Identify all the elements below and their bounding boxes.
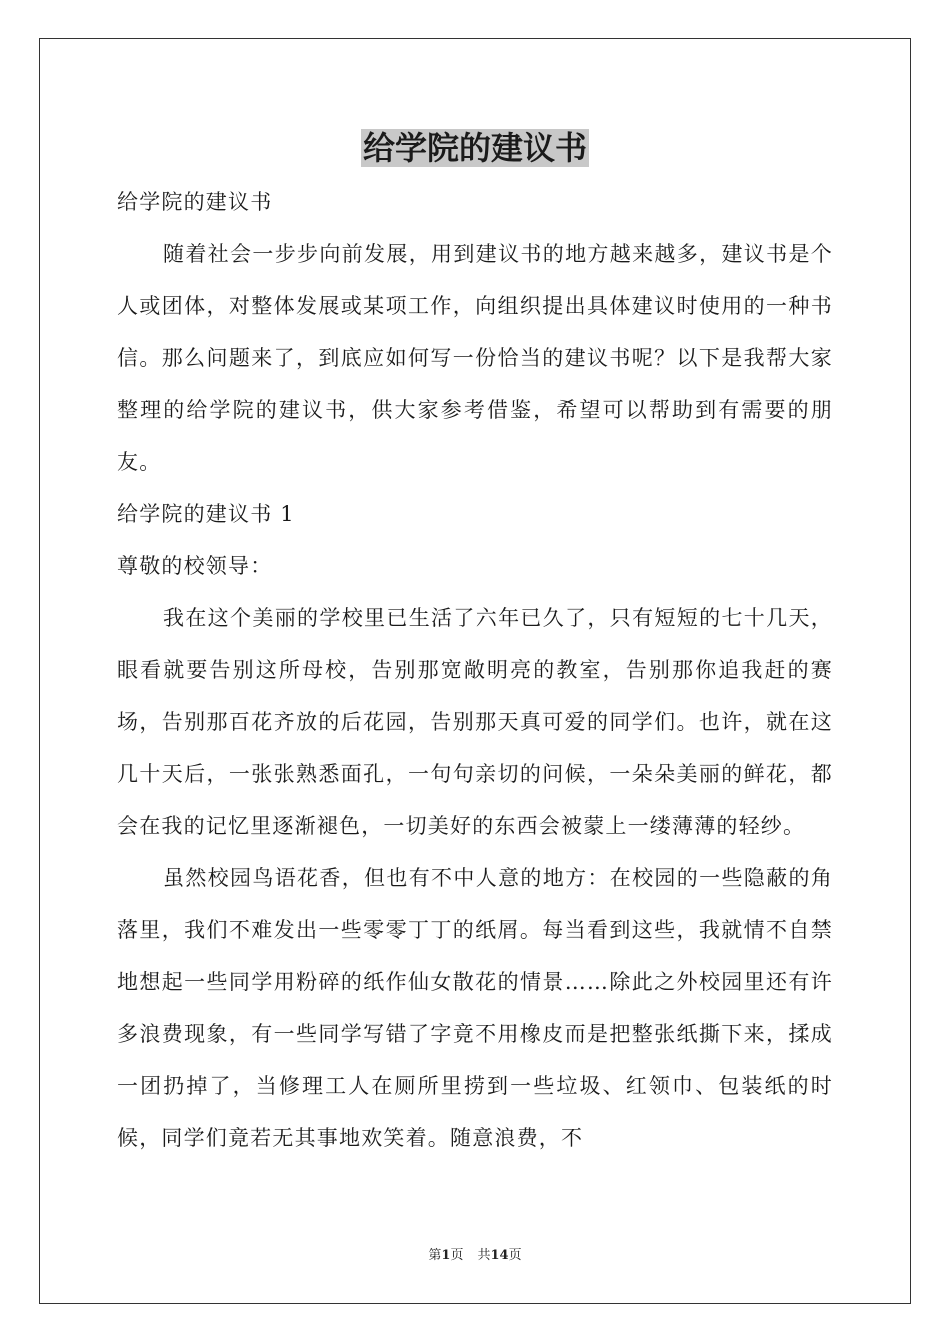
page-number: 1: [441, 1248, 451, 1263]
total-suffix: 页: [508, 1248, 522, 1263]
salutation: 尊敬的校领导：: [117, 554, 273, 578]
intro-paragraph: 随着社会一步步向前发展，用到建议书的地方越来越多，建议书是个人或团体，对整体发展或某项工作，向组织提出具体建议时使用的一种书信。那么问题来了，到底应如何写一份恰当的建议书呢？以下是我帮大家整理的给学院的建议书，供大家参考借鉴，希望可以帮助到有需要的朋友。: [117, 242, 833, 474]
page-suffix: 页: [450, 1248, 464, 1263]
total-prefix: 共: [477, 1248, 491, 1263]
body-paragraph: 虽然校园鸟语花香，但也有不中人意的地方：在校园的一些隐蔽的角落里，我们不难发出一些零零丁丁的纸屑。每当看到这些，我就情不自禁地想起一些同学用粉碎的纸作仙女散花的情景……除此之外校园里还有许多浪费现象，有一些同学写错了字竟不用橡皮而是把整张纸撕下来，揉成一团扔掉了，当修理工人在厕所里捞到一些垃圾、红领巾、包装纸的时候，同学们竟若无其事地欢笑着。随意浪费，不: [117, 866, 833, 1150]
document-body: [117, 176, 833, 1164]
section-heading: 给学院的建议书 1: [117, 502, 295, 526]
subtitle-line: 给学院的建议书: [117, 190, 273, 214]
document-title-text: 给学院的建议书: [362, 129, 587, 167]
page-footer: [0, 1248, 950, 1264]
body-paragraph: 我在这个美丽的学校里已生活了六年已久了，只有短短的七十几天，眼看就要告别这所母校，告别那宽敞明亮的教室，告别那你追我赶的赛场，告别那百花齐放的后花园，告别那天真可爱的同学们。也许，就在这几十天后，一张张熟悉面孔，一句句亲切的问候，一朵朵美丽的鲜花，都会在我的记忆里逐渐褪色，一切美好的东西会被蒙上一缕薄薄的轻纱。: [117, 606, 833, 838]
document-title: [0, 128, 950, 168]
total-pages: 14: [490, 1248, 509, 1263]
page-prefix: 第: [428, 1248, 442, 1263]
